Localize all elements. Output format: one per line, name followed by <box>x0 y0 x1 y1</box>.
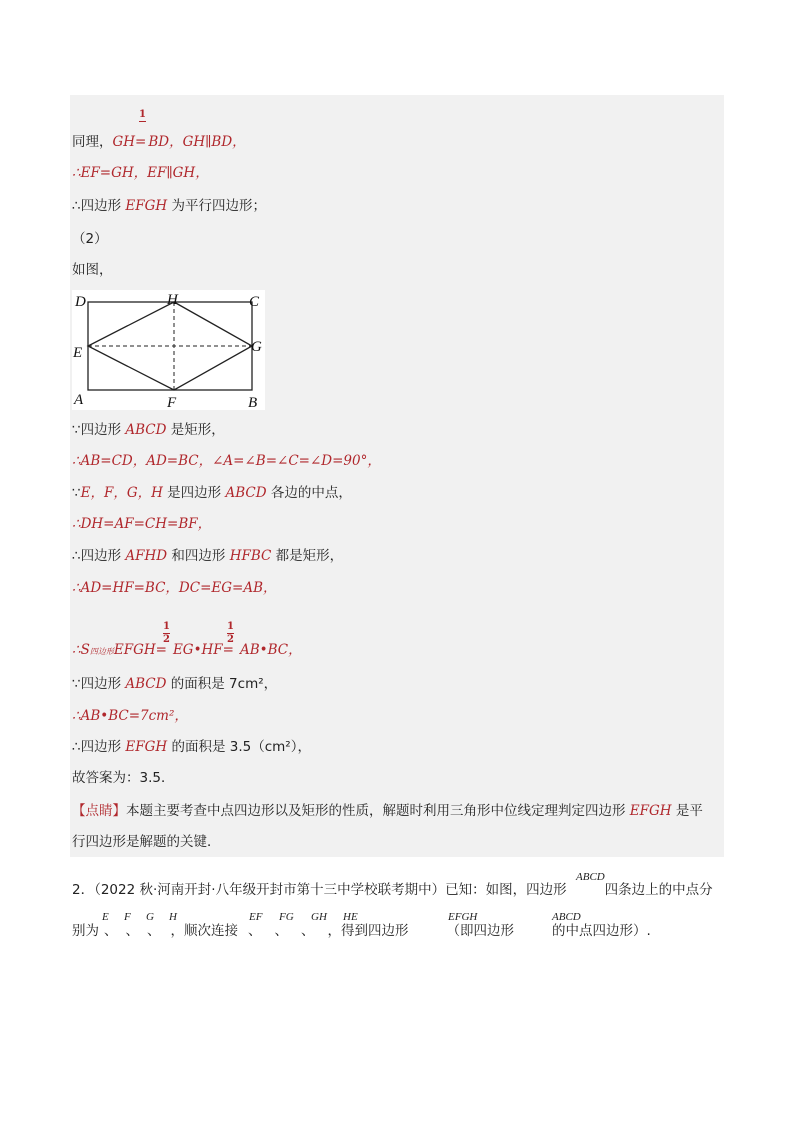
text: 别为 <box>72 923 99 939</box>
expr-ab-bc: AB•BC， <box>240 642 302 658</box>
text: ∵ <box>72 485 81 501</box>
solution-line-11: ∴AD=HF=BC，DC=EG=AB， <box>72 580 277 596</box>
text: 本题主要考查中点四边形以及矩形的性质，解题时利用三角形中位线定理判定四边形 <box>126 803 630 819</box>
text: 是平 <box>671 803 703 819</box>
text: 、 <box>248 923 262 939</box>
expr-gh-parallel-bd: GH∥BD <box>182 134 233 150</box>
fraction-denominator: 2 <box>163 634 170 645</box>
label-b: B <box>248 395 258 410</box>
text: 2．（2022 秋·河南开封·八年级开封市第十三中学校联考期中）已知：如图，四边形 <box>72 882 567 898</box>
expr-abcd: ABCD <box>225 485 267 501</box>
subscript: 四边形 <box>89 647 114 656</box>
text: ∵四边形 <box>72 676 126 692</box>
expr-eg-hf: EG•HF= <box>172 642 234 658</box>
sup-he: HE <box>343 911 358 923</box>
comma: ， <box>169 134 183 150</box>
expr-abcd: ABCD <box>125 422 167 438</box>
text: 都是矩形， <box>271 548 344 564</box>
text: ∴四边形 <box>72 198 126 214</box>
solution-line-8 <box>72 483 352 503</box>
label-h: H <box>167 292 178 308</box>
sup-h: H <box>169 911 177 923</box>
text-tongli: 同理， <box>72 134 113 150</box>
text: ，顺次连接 <box>170 923 238 939</box>
expr-hfbc: HFBC <box>229 548 272 564</box>
sup-ef: EF <box>249 911 263 923</box>
rectangle-figure <box>72 290 265 410</box>
comment-tag: 【点睛】 <box>72 803 126 819</box>
text: 为平行四边形； <box>167 198 266 214</box>
label-e: E <box>73 345 83 361</box>
expr-s: ∴S <box>72 642 90 658</box>
text: 、 <box>104 923 118 939</box>
text: 的中点四边形）. <box>552 923 651 939</box>
expr-afhd: AFHD <box>125 548 168 564</box>
fraction-numerator: 1 <box>139 109 146 120</box>
sup-gh: GH <box>311 911 327 923</box>
sup-efgh: EFGH <box>448 911 478 923</box>
solution-line-13 <box>72 674 277 694</box>
fraction-denominator: 2 <box>227 634 234 645</box>
comment-line-2: 行四边形是解题的关键． <box>72 834 221 850</box>
expr-efgh: EFGH <box>125 739 168 755</box>
text: 、 <box>147 923 161 939</box>
text: 是矩形， <box>166 422 225 438</box>
solution-line-10 <box>72 546 343 566</box>
solution-line-3 <box>72 196 266 216</box>
sup-abcd: ABCD <box>576 871 605 883</box>
text: 的面积是 7cm²， <box>166 676 278 692</box>
label-a: A <box>74 392 84 408</box>
text: 、 <box>125 923 139 939</box>
fraction-half <box>139 110 146 123</box>
text: ∴四边形 <box>72 548 126 564</box>
answer-line: 故答案为：3.5． <box>72 770 175 786</box>
label-f: F <box>167 395 177 410</box>
expr-efgh-points: E，F，G，H <box>80 485 163 501</box>
text: ∵四边形 <box>72 422 126 438</box>
fraction-bar <box>139 121 146 122</box>
fraction-numerator: 1 <box>227 621 234 632</box>
sup-f: F <box>124 911 131 923</box>
solution-line-15 <box>72 737 311 757</box>
expr-efgh: EFGH <box>629 803 672 819</box>
label-d: D <box>75 294 86 310</box>
solution-line-9: ∴DH=AF=CH=BF， <box>72 516 212 532</box>
solution-line-2: ∴EF=GH，EF∥GH， <box>72 165 209 181</box>
sup-fg: FG <box>279 911 294 923</box>
solution-line-14: ∴AB•BC=7cm²， <box>72 708 188 724</box>
label-c: C <box>249 294 260 310</box>
text: 是四边形 <box>162 485 226 501</box>
sup-e: E <box>102 911 109 923</box>
sup-abcd: ABCD <box>552 911 581 923</box>
text: ∴四边形 <box>72 739 126 755</box>
sup-g: G <box>146 911 154 923</box>
text: 、 <box>274 923 288 939</box>
question-2-line-1 <box>72 880 713 900</box>
solution-line-12 <box>72 640 302 662</box>
solution-line-6 <box>72 420 225 440</box>
solution-line-5: 如图， <box>72 262 113 278</box>
text: （即四边形 <box>446 923 514 939</box>
text: 、 <box>301 923 315 939</box>
text: 四条边上的中点分 <box>604 882 713 898</box>
text: 的面积是 3.5（cm²）， <box>167 739 311 755</box>
solution-line-1 <box>72 132 246 152</box>
expr-gh: GH= <box>112 134 147 150</box>
expr-abcd: ABCD <box>125 676 167 692</box>
text: 各边的中点， <box>266 485 352 501</box>
comment-line-1 <box>72 801 703 821</box>
solution-line-7: ∴AB=CD，AD=BC，∠A=∠B=∠C=∠D=90°， <box>72 453 381 469</box>
expr-efgh: EFGH= <box>113 642 167 658</box>
label-g: G <box>251 339 262 355</box>
expr-bd: BD <box>148 134 170 150</box>
part-2-label: （2） <box>72 231 108 247</box>
question-2-line-2 <box>72 921 651 941</box>
text: 和四边形 <box>167 548 230 564</box>
fraction-numerator: 1 <box>163 621 170 632</box>
expr-efgh: EFGH <box>125 198 168 214</box>
text: ，得到四边形 <box>327 923 409 939</box>
comma: ， <box>232 134 246 150</box>
